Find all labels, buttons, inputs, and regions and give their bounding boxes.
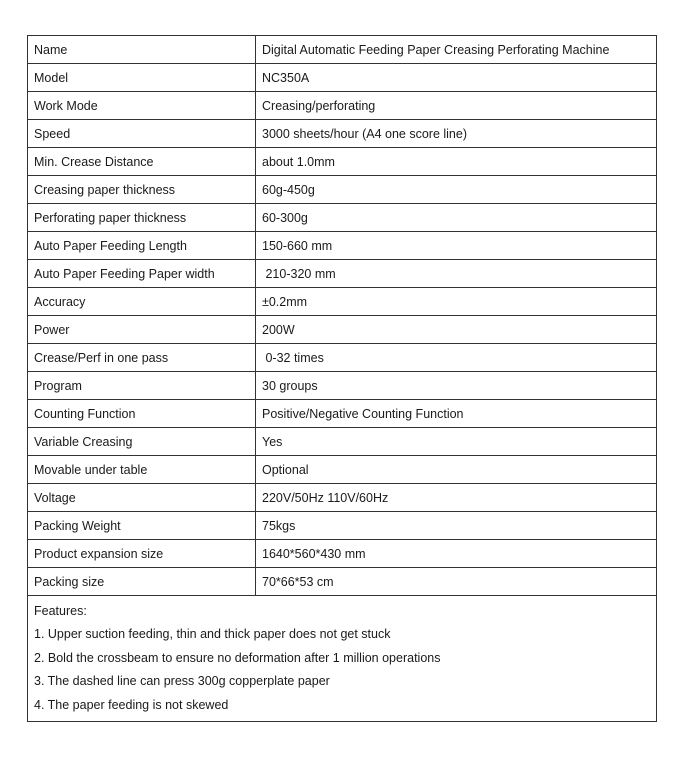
spec-label: Work Mode — [28, 92, 256, 120]
spec-row — [28, 148, 657, 176]
spec-value: Positive/Negative Counting Function — [256, 400, 657, 428]
spec-label: Speed — [28, 120, 256, 148]
spec-value: Creasing/perforating — [256, 92, 657, 120]
spec-value: 60g-450g — [256, 176, 657, 204]
spec-row — [28, 540, 657, 568]
spec-row — [28, 428, 657, 456]
spec-label: Creasing paper thickness — [28, 176, 256, 204]
spec-label: Product expansion size — [28, 540, 256, 568]
spec-row — [28, 64, 657, 92]
spec-value: 200W — [256, 316, 657, 344]
spec-row — [28, 92, 657, 120]
spec-label: Min. Crease Distance — [28, 148, 256, 176]
spec-value: ±0.2mm — [256, 288, 657, 316]
spec-label: Accuracy — [28, 288, 256, 316]
spec-value: 60-300g — [256, 204, 657, 232]
spec-label: Power — [28, 316, 256, 344]
spec-table — [27, 35, 657, 722]
spec-value: 1640*560*430 mm — [256, 540, 657, 568]
spec-label: Packing Weight — [28, 512, 256, 540]
spec-row — [28, 372, 657, 400]
spec-label: Model — [28, 64, 256, 92]
spec-table-body — [28, 36, 657, 722]
spec-label: Counting Function — [28, 400, 256, 428]
features-row — [28, 596, 657, 722]
spec-row — [28, 204, 657, 232]
feature-item: 2. Bold the crossbeam to ensure no deformation after 1 million operations — [34, 650, 441, 665]
spec-value: Digital Automatic Feeding Paper Creasing Perforating Machine — [256, 36, 657, 64]
feature-item: 1. Upper suction feeding, thin and thick paper does not get stuck — [34, 627, 391, 641]
spec-label: Auto Paper Feeding Paper width — [28, 260, 256, 288]
spec-value: 220V/50Hz 110V/60Hz — [256, 484, 657, 512]
spec-row — [28, 232, 657, 260]
spec-value: 30 groups — [256, 372, 657, 400]
spec-row — [28, 176, 657, 204]
spec-value: 210-320 mm — [256, 260, 657, 288]
spec-value: 150-660 mm — [256, 232, 657, 260]
spec-value: Optional — [256, 456, 657, 484]
feature-item: 3. The dashed line can press 300g copperplate paper — [34, 674, 330, 688]
spec-row — [28, 400, 657, 428]
spec-row — [28, 568, 657, 596]
spec-label: Name — [28, 36, 256, 64]
spec-label: Packing size — [28, 568, 256, 596]
spec-row — [28, 484, 657, 512]
spec-row — [28, 316, 657, 344]
spec-value: about 1.0mm — [256, 148, 657, 176]
spec-row — [28, 120, 657, 148]
spec-value: 0-32 times — [256, 344, 657, 372]
spec-row — [28, 344, 657, 372]
spec-value: 75kgs — [256, 512, 657, 540]
spec-row — [28, 36, 657, 64]
spec-label: Auto Paper Feeding Length — [28, 232, 256, 260]
spec-row — [28, 260, 657, 288]
spec-value: Yes — [256, 428, 657, 456]
spec-label: Crease/Perf in one pass — [28, 344, 256, 372]
features-title: Features: — [34, 604, 87, 618]
spec-value: 70*66*53 cm — [256, 568, 657, 596]
feature-item: 4. The paper feeding is not skewed — [34, 697, 229, 712]
spec-label: Program — [28, 372, 256, 400]
spec-row — [28, 288, 657, 316]
spec-label: Variable Creasing — [28, 428, 256, 456]
spec-row — [28, 512, 657, 540]
spec-label: Movable under table — [28, 456, 256, 484]
spec-label: Voltage — [28, 484, 256, 512]
spec-row — [28, 456, 657, 484]
spec-value: NC350A — [256, 64, 657, 92]
spec-value: 3000 sheets/hour (A4 one score line) — [256, 120, 657, 148]
spec-label: Perforating paper thickness — [28, 204, 256, 232]
features-cell — [28, 596, 657, 722]
